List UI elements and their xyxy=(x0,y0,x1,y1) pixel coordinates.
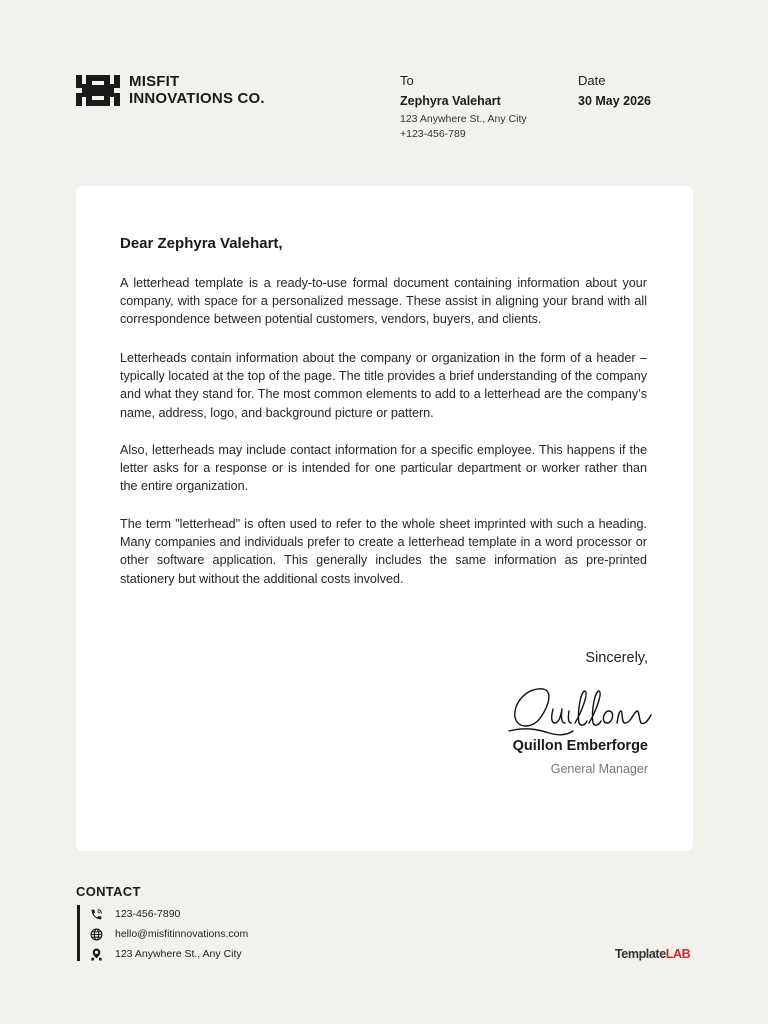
letter-paragraph-3: Also, letterheads may include contact information for a specific employee. This happens if the letter asks for a response or is intended for one particular department or worker rather than the entire organization. xyxy=(120,443,647,494)
company-logo xyxy=(76,73,265,107)
logo-mark-icon xyxy=(76,75,120,106)
company-name xyxy=(129,73,265,107)
contact-address: 123 Anywhere St., Any City xyxy=(115,948,242,960)
contact-phone-row xyxy=(89,907,180,921)
recipient-name: Zephyra Valehart xyxy=(400,94,501,108)
date-block xyxy=(578,73,651,109)
contact-email-row xyxy=(89,927,248,941)
company-name-line2: INNOVATIONS CO. xyxy=(129,90,265,107)
date-label: Date xyxy=(578,73,606,88)
letter-paragraph-2: Letterheads contain information about the company or organization in the form of a header – typically located at the top of the page. The title provides a brief understanding of the company and what they stand for. The most common elements to add to a letterhead are the company’s name, address, logo, and background picture or pattern. xyxy=(120,351,647,420)
recipient-address: 123 Anywhere St., Any City xyxy=(400,113,527,125)
closing: Sincerely, xyxy=(585,650,648,666)
contact-phone: 123-456-7890 xyxy=(115,908,181,920)
contact-email: hello@misfitinnovations.com xyxy=(115,928,249,940)
recipient-phone: +123-456-789 xyxy=(400,128,466,140)
signer-name: Quillon Emberforge xyxy=(512,738,648,754)
letter-paragraph-4: The term "letterhead" is often used to refer to the whole sheet imprinted with such a heading. Many companies and individuals prefer to create a letterhead template in a word processor or other software application. This generally includes the same information as pre-printed stationery but without the additional costs involved. xyxy=(120,517,647,586)
contact-divider xyxy=(77,905,80,961)
templatelab-logo xyxy=(615,947,690,961)
letter-card xyxy=(76,186,693,851)
date-value: 30 May 2026 xyxy=(578,94,651,108)
globe-icon xyxy=(89,927,103,941)
brand-part1: Template xyxy=(615,947,666,961)
location-icon xyxy=(89,947,103,961)
phone-icon xyxy=(89,907,103,921)
signature-image xyxy=(505,683,655,739)
signer-title: General Manager xyxy=(550,762,648,776)
letter-paragraph-1: A letterhead template is a ready-to-use formal document containing information about your company, with space for a personalized message. These assist in aligning your brand with all correspondence between potential customers, vendors, buyers, and clients. xyxy=(120,276,647,327)
company-name-line1: MISFIT xyxy=(129,73,180,90)
recipient-block xyxy=(400,73,527,142)
salutation: Dear Zephyra Valehart, xyxy=(120,235,283,252)
to-label: To xyxy=(400,73,414,88)
contact-heading: CONTACT xyxy=(76,884,141,899)
brand-part2: LAB xyxy=(665,947,691,961)
contact-address-row xyxy=(89,947,242,961)
